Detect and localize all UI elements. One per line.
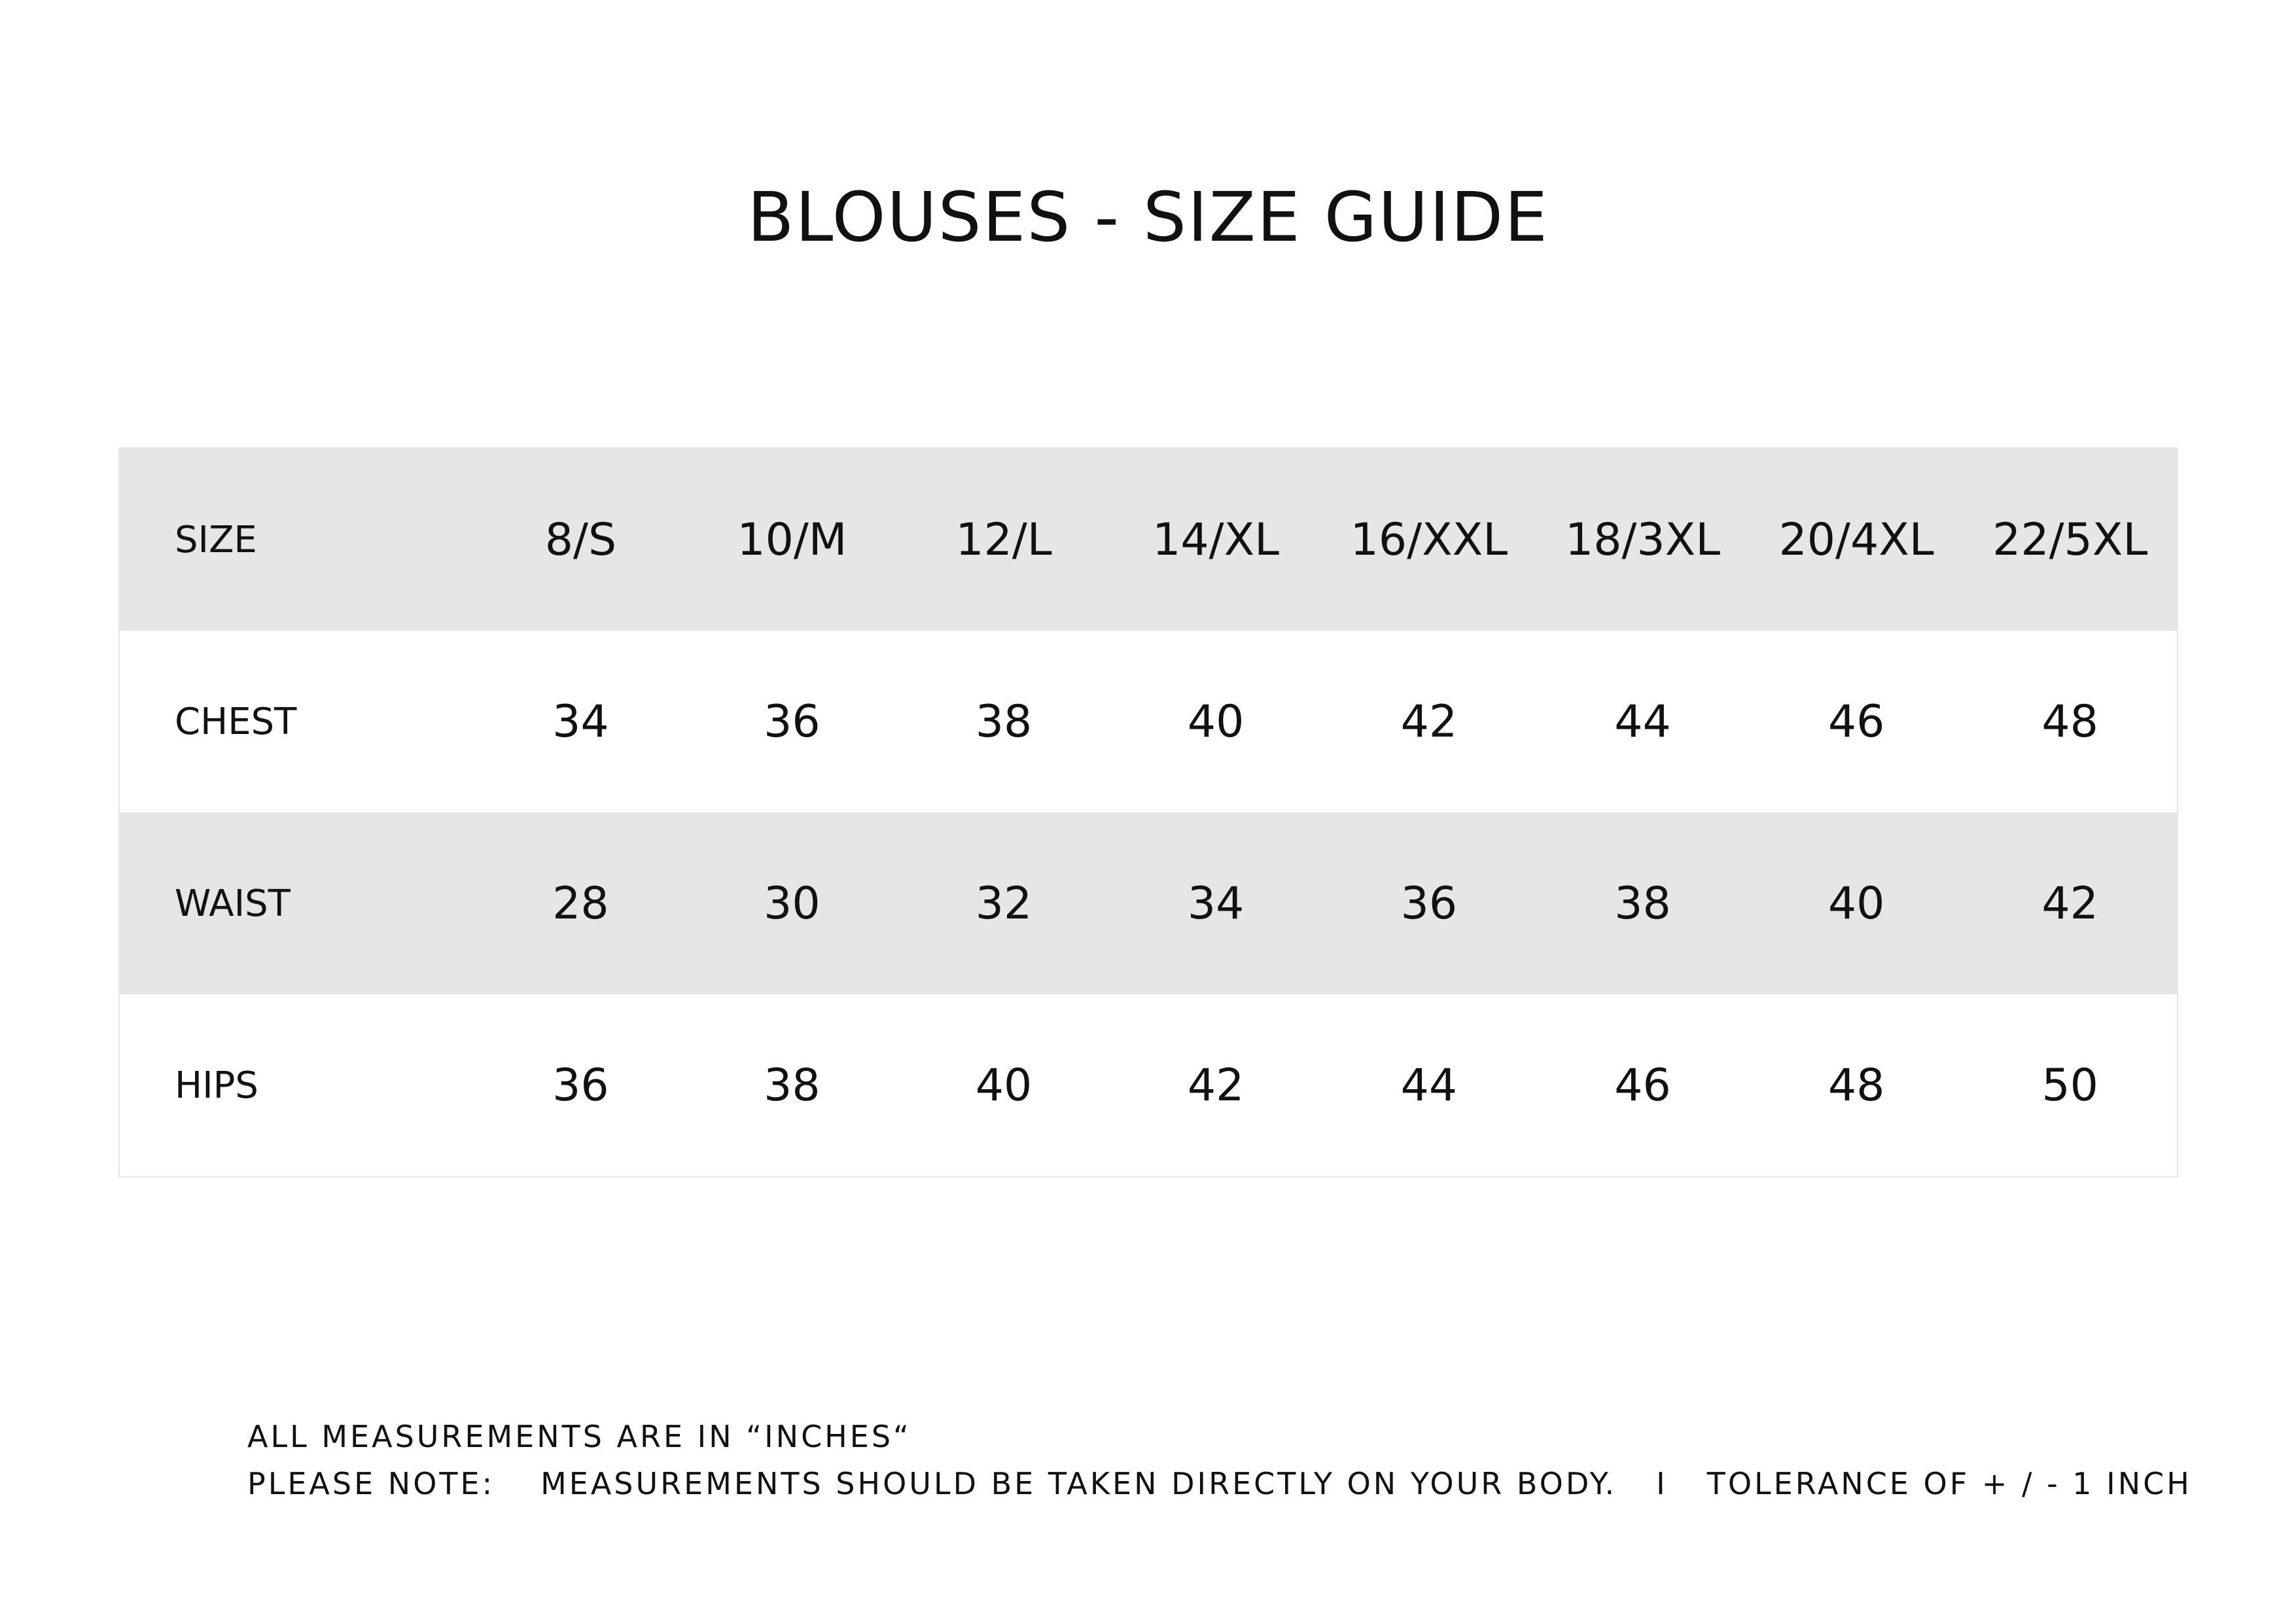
separator: I	[1656, 1466, 1668, 1501]
units-note: ALL MEASUREMENTS ARE IN “INCHES“	[247, 1419, 911, 1454]
table-cell: 42	[1963, 812, 2178, 994]
tolerance-text: TOLERANCE OF + / - 1 INCH	[1706, 1466, 2192, 1501]
table-cell: 48	[1828, 1059, 1885, 1111]
table-cell: 38	[764, 1059, 821, 1111]
row-label-chest: CHEST	[175, 700, 297, 743]
table-cell: 44	[1614, 695, 1671, 748]
size-header-cell: 22/5XL	[1963, 448, 2178, 631]
size-header-cell: 16/XXL	[1322, 448, 1536, 631]
table-cell: 42	[1400, 695, 1458, 748]
table-row-chest	[119, 631, 2178, 812]
size-header-label: SIZE	[119, 448, 476, 631]
measurement-instructions	[247, 1460, 2192, 1507]
table-cell: 32	[898, 812, 1109, 994]
size-header-cell: 8/S	[476, 448, 686, 631]
table-cell: 42	[1187, 1059, 1245, 1111]
table-cell: 40	[1187, 695, 1245, 748]
table-cell: 38	[975, 695, 1033, 748]
size-header-cell: 10/M	[686, 448, 898, 631]
table-cell: 36	[552, 1059, 609, 1111]
page-title: BLOUSES - SIZE GUIDE	[747, 177, 1549, 257]
table-cell: 36	[1322, 812, 1536, 994]
table-cell: 34	[1110, 812, 1322, 994]
table-cell: 34	[552, 695, 609, 748]
table-cell: 50	[2041, 1059, 2098, 1111]
table-cell: 46	[1828, 695, 1885, 748]
measurement-notes	[247, 1413, 2192, 1507]
row-label-hips: HIPS	[175, 1064, 258, 1107]
size-guide-table	[118, 447, 2178, 1178]
table-cell: 48	[2041, 695, 2098, 748]
table-cell: 44	[1400, 1059, 1458, 1111]
measure-instruction-text: MEASUREMENTS SHOULD BE TAKEN DIRECTLY ON YOUR BODY.	[540, 1466, 1617, 1501]
size-header-cell: 20/4XL	[1750, 448, 1964, 631]
row-label-waist: WAIST	[119, 812, 476, 994]
table-cell: 40	[975, 1059, 1033, 1111]
table-cell: 28	[476, 812, 686, 994]
table-row-waist	[119, 812, 2178, 994]
size-header-cell: 14/XL	[1110, 448, 1322, 631]
table-header-row	[119, 448, 2178, 631]
size-header-cell: 18/3XL	[1536, 448, 1750, 631]
table-cell: 38	[1536, 812, 1750, 994]
table-cell: 36	[764, 695, 821, 748]
table-cell: 46	[1614, 1059, 1671, 1111]
table-cell: 30	[686, 812, 898, 994]
size-header-cell: 12/L	[898, 448, 1109, 631]
table-cell: 40	[1750, 812, 1964, 994]
please-note-label: PLEASE NOTE:	[247, 1466, 495, 1501]
table-row-hips	[119, 994, 2178, 1177]
